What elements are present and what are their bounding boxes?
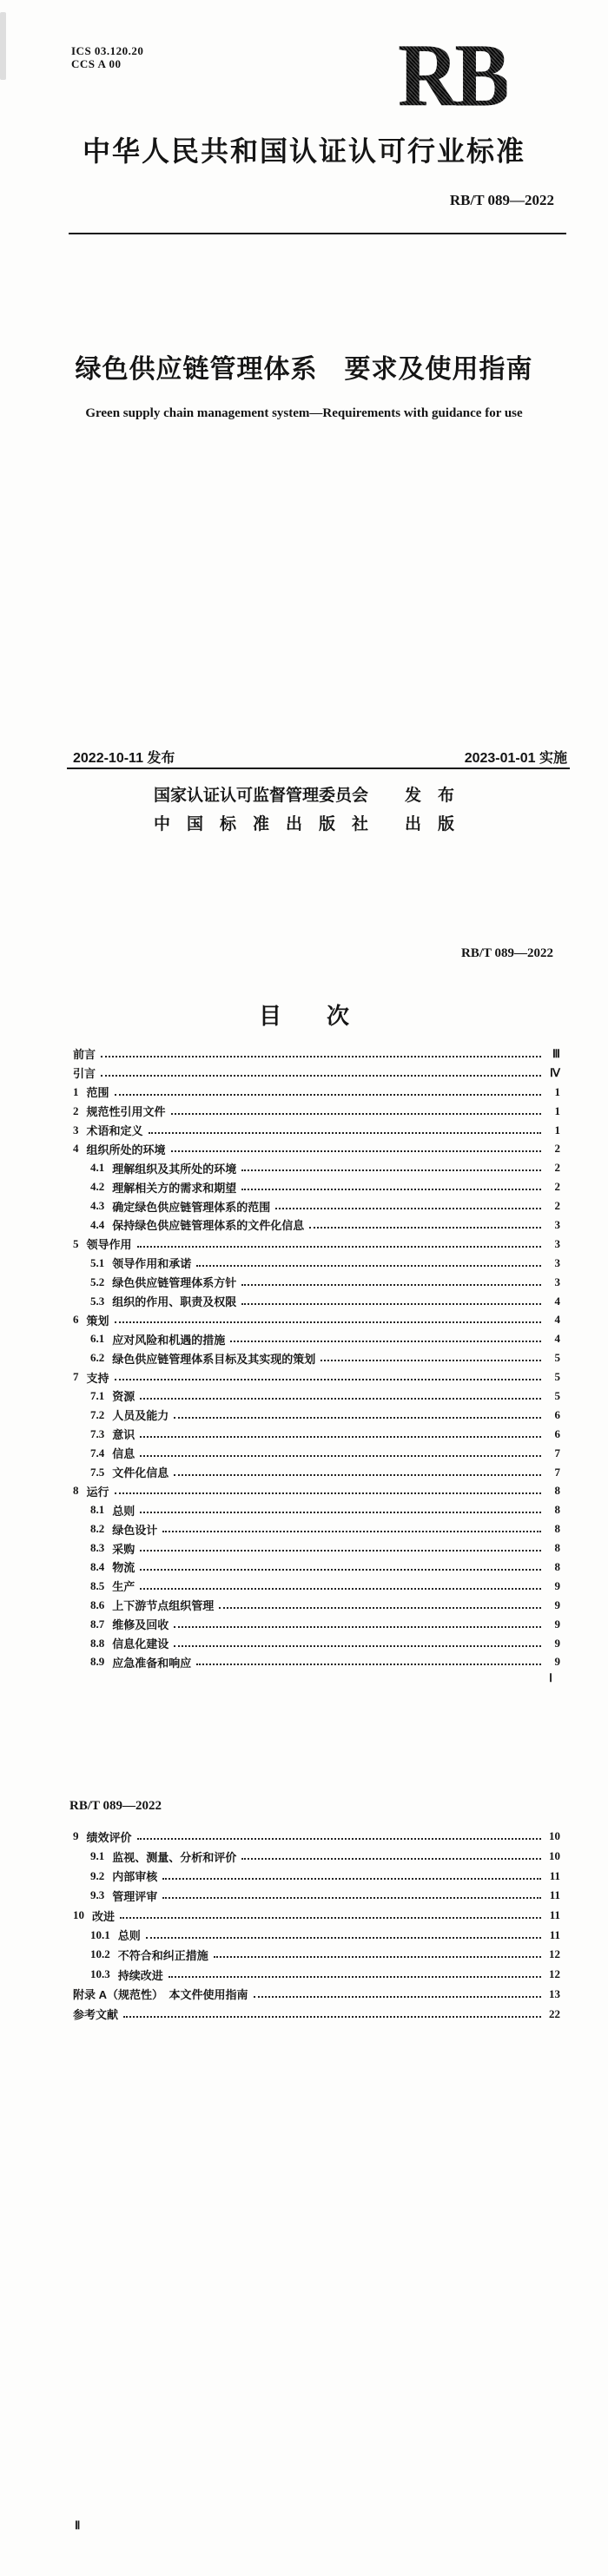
toc-leader-dots [101, 1056, 541, 1057]
toc-entry [73, 1044, 560, 1064]
toc-entry-title: 绩效评价 [86, 1830, 132, 1844]
toc-entry [73, 1965, 560, 1985]
toc-leader-dots [140, 1398, 541, 1400]
toc-entry [73, 1886, 560, 1906]
toc-entry-number: 9 [73, 1829, 79, 1843]
toc-entry [73, 1273, 560, 1292]
toc-leader-dots [101, 1075, 541, 1077]
toc-leader-dots [321, 1360, 541, 1361]
toc-entry-title: 总则 [117, 1929, 141, 1943]
running-header-standard-number: RB/T 089—2022 [69, 1799, 162, 1813]
ccs-code: CCS A 00 [71, 57, 122, 70]
toc-leader-dots [171, 1113, 541, 1115]
toc-entry [73, 1367, 560, 1387]
toc-leader-dots [241, 1169, 541, 1171]
publisher-line [0, 811, 608, 834]
toc-entry-title: 总则 [112, 1504, 135, 1518]
toc-entry-page: 13 [549, 1986, 560, 2000]
toc-leader-dots [140, 1436, 541, 1438]
toc-leader-dots [214, 1956, 541, 1958]
toc-entry-title: 前言 [73, 1048, 96, 1062]
toc-leader-dots [171, 1150, 541, 1152]
toc-entry-page: 10 [549, 1829, 560, 1843]
toc-entry-page: 4 [554, 1294, 560, 1308]
toc-entry-title: 生产 [112, 1580, 135, 1594]
toc-entry-page: Ⅲ [552, 1046, 560, 1060]
toc-entry [73, 1866, 560, 1886]
toc-entry [73, 1463, 560, 1482]
toc-entry-number: 8.4 [90, 1559, 105, 1573]
issuer-line [0, 782, 608, 806]
toc-entry-number: 5.1 [90, 1255, 105, 1269]
toc-entry-page: 12 [549, 1967, 560, 1981]
toc-leader-dots [196, 1265, 541, 1267]
toc-entry-page: 3 [554, 1236, 560, 1250]
toc-leader-dots [309, 1227, 541, 1229]
toc-entry-title: 内部审核 [112, 1870, 158, 1884]
toc-entry-page: 3 [554, 1275, 560, 1288]
toc-entry-number: 8.3 [90, 1541, 105, 1555]
toc-entry-page: 1 [554, 1104, 560, 1117]
toc-entry-number: 8.5 [90, 1578, 105, 1592]
toc-entry-page: 8 [554, 1484, 560, 1498]
page-number-roman: Ⅰ [549, 1671, 552, 1684]
toc-entry-number: 8.8 [90, 1636, 105, 1650]
toc-leader-dots [115, 1379, 541, 1380]
toc-entry-page: 11 [549, 1888, 560, 1902]
toc-leader-dots [162, 1897, 541, 1899]
toc-entry-number: 9.1 [90, 1849, 105, 1863]
toc-entry-number: 8.9 [90, 1655, 105, 1669]
toc-entry-page: 8 [554, 1503, 560, 1517]
toc-leader-dots [174, 1626, 541, 1628]
issuer-name: 国家认证认可监督管理委员会 [153, 787, 368, 805]
toc-entry-number: 4.4 [90, 1217, 105, 1231]
document-title-cn: 绿色供应链管理体系 要求及使用指南 [75, 355, 533, 384]
toc-leader-dots [219, 1607, 541, 1609]
toc-entry-number: 7 [73, 1370, 79, 1384]
toc-entry-number: 10.3 [90, 1967, 110, 1981]
toc-entry [73, 1847, 560, 1867]
toc-entry [73, 1158, 560, 1177]
toc-entry-page: 9 [554, 1578, 560, 1592]
toc-entry [73, 1538, 560, 1558]
toc-entry [73, 1310, 560, 1329]
toc-entry-number: 7.5 [90, 1465, 105, 1479]
toc-entry-title: 监视、测量、分析和评价 [112, 1850, 237, 1864]
toc-entry-number: 9.2 [90, 1868, 105, 1882]
toc-entry [73, 1121, 560, 1140]
toc-entry-title: 领导作用 [86, 1238, 132, 1252]
toc-entry-page: 12 [549, 1947, 560, 1961]
toc-entry [73, 1348, 560, 1367]
toc-leader-dots [146, 1937, 541, 1939]
toc-entry-title: 资源 [112, 1390, 135, 1404]
toc-entry-title: 管理评审 [112, 1889, 158, 1903]
toc-entry-page: 11 [549, 1908, 560, 1922]
toc-entry-title: 文件化信息 [112, 1466, 169, 1480]
toc-leader-dots [115, 1492, 541, 1494]
toc-entry-title: 信息 [112, 1447, 135, 1461]
toc-leader-dots [140, 1550, 541, 1552]
toc-entry-page: 2 [554, 1142, 560, 1156]
toc-leader-dots [137, 1838, 541, 1840]
toc-entry-number: 4.3 [90, 1199, 105, 1213]
toc-leader-dots [230, 1341, 541, 1342]
toc-list-page2 [73, 1827, 560, 2024]
toc-leader-dots [162, 1878, 541, 1880]
toc-entry-number: 5.3 [90, 1294, 105, 1308]
toc-entry-title: 绿色设计 [112, 1523, 158, 1537]
toc-entry [73, 1985, 560, 2005]
toc-entry-title: 意识 [112, 1428, 135, 1442]
toc-entry-page: 7 [554, 1465, 560, 1479]
toc-entry-number: 6 [73, 1313, 79, 1327]
toc-entry-number: 8.1 [90, 1503, 105, 1517]
toc-entry-page: 5 [554, 1351, 560, 1365]
issue-implementation-dates [73, 747, 567, 767]
toc-entry-number: 3 [73, 1123, 79, 1136]
toc-entry-page: 2 [554, 1161, 560, 1175]
toc-entry-title: 运行 [86, 1485, 109, 1499]
toc-entry-number: 10.2 [90, 1947, 110, 1961]
standard-number: RB/T 089—2022 [449, 192, 554, 208]
toc-leader-dots [149, 1132, 541, 1134]
toc-entry-number: 4.2 [90, 1180, 105, 1194]
toc-entry [73, 1083, 560, 1102]
toc-leader-dots [174, 1474, 541, 1476]
toc-entry [73, 1139, 560, 1158]
toc-entry [73, 1558, 560, 1577]
toc-leader-dots [241, 1189, 541, 1190]
toc-leader-dots [140, 1569, 541, 1571]
toc-leader-dots [174, 1417, 541, 1419]
toc-entry [73, 1254, 560, 1273]
toc-entry-page: 8 [554, 1559, 560, 1573]
toc-entry-title: 不符合和纠正措施 [117, 1948, 208, 1962]
toc-leader-dots [140, 1588, 541, 1590]
toc-entry [73, 1216, 560, 1235]
toc-entry-page: 8 [554, 1541, 560, 1555]
issue-date: 2022-10-11 发布 [73, 751, 175, 766]
toc-entry-title: 上下游节点组织管理 [112, 1599, 215, 1613]
toc-entry-title: 组织的作用、职责及权限 [112, 1295, 237, 1309]
toc-entry-title: 信息化建设 [112, 1637, 169, 1651]
toc-entry-page: 2 [554, 1199, 560, 1213]
toc-entry [73, 1481, 560, 1500]
toc-entry-title: 保持绿色供应链管理体系的文件化信息 [112, 1219, 305, 1233]
toc-leader-dots [241, 1284, 541, 1286]
toc-entry-title: 物流 [112, 1561, 135, 1575]
publisher-action: 出 版 [405, 815, 455, 833]
toc-leader-dots [123, 2016, 541, 2018]
toc-entry [73, 1906, 560, 1926]
toc-entry-title: 人员及能力 [112, 1409, 169, 1423]
toc-leader-dots [137, 1246, 541, 1248]
toc-leader-dots [241, 1858, 541, 1860]
toc-entry-page: 5 [554, 1388, 560, 1402]
toc-entry-title: 策划 [86, 1314, 109, 1328]
toc-entry-number: 4 [73, 1142, 79, 1156]
toc-entry-number: 10.1 [90, 1927, 110, 1941]
toc-entry [73, 1519, 560, 1538]
toc-entry-title: 采购 [112, 1542, 135, 1556]
toc-leader-dots [162, 1531, 541, 1532]
toc-entry [73, 1425, 560, 1444]
toc-entry-title: 范围 [86, 1086, 109, 1100]
toc-entry-page: 1 [554, 1084, 560, 1098]
toc-entry-number: 7.2 [90, 1407, 105, 1421]
cover-top-rule [69, 233, 566, 234]
toc-entry-page: 3 [554, 1217, 560, 1231]
toc-entry-number: 8.6 [90, 1598, 105, 1611]
toc-entry [73, 1064, 560, 1083]
toc-entry-title: 持续改进 [117, 1968, 163, 1982]
toc-leader-dots [115, 1094, 541, 1096]
toc-entry-page: 11 [549, 1868, 560, 1882]
toc-entry [73, 1945, 560, 1965]
toc-entry-title: 附录 A（规范性） 本文件使用指南 [73, 1988, 248, 2002]
scan-edge-artifact [0, 12, 6, 80]
toc-entry-page: 3 [554, 1255, 560, 1269]
toc-entry-page: 9 [554, 1598, 560, 1611]
toc-leader-dots [241, 1303, 541, 1305]
running-header-standard-number: RB/T 089—2022 [461, 946, 553, 960]
toc-entry-number: 7.3 [90, 1426, 105, 1440]
rb-logo: RB [398, 25, 507, 127]
toc-entry-page: 4 [554, 1332, 560, 1346]
toc-entry-title: 维修及回收 [112, 1618, 169, 1632]
toc-entry [73, 1577, 560, 1596]
toc-entry-number: 1 [73, 1084, 79, 1098]
toc-entry-number: 10 [73, 1908, 84, 1922]
toc-entry-number: 6.1 [90, 1332, 105, 1346]
toc-leader-dots [169, 1976, 541, 1978]
toc-entry-page: 9 [554, 1636, 560, 1650]
toc-entry-number: 2 [73, 1104, 79, 1117]
toc-entry-title: 确定绿色供应链管理体系的范围 [112, 1200, 271, 1214]
toc-leader-dots [140, 1455, 541, 1457]
toc-entry-title: 规范性引用文件 [86, 1105, 166, 1119]
toc-entry-page: 6 [554, 1407, 560, 1421]
toc-entry-title: 术语和定义 [86, 1124, 143, 1137]
page-number-roman: Ⅱ [75, 2519, 81, 2532]
toc-entry-number: 5 [73, 1236, 79, 1250]
toc-entry-number: 4.1 [90, 1161, 105, 1175]
toc-entry-page: Ⅳ [550, 1065, 560, 1079]
toc-leader-dots [120, 1917, 541, 1919]
toc-entry-page: 1 [554, 1123, 560, 1136]
toc-entry-number: 5.2 [90, 1275, 105, 1288]
toc-entry [73, 1235, 560, 1254]
toc-entry [73, 1406, 560, 1425]
toc-entry [73, 1102, 560, 1121]
toc-entry-number: 6.2 [90, 1351, 105, 1365]
toc-entry-title: 引言 [73, 1067, 96, 1081]
publisher-name: 中 国 标 准 出 版 社 [153, 815, 368, 833]
toc-entry-page: 4 [554, 1313, 560, 1327]
toc-entry-page: 8 [554, 1522, 560, 1536]
toc-list-page1 [73, 1044, 560, 1671]
toc-leader-dots [196, 1664, 541, 1665]
toc-entry [73, 1196, 560, 1216]
toc-entry-title: 理解相关方的需求和期望 [112, 1181, 237, 1195]
toc-heading: 目 次 [258, 1003, 349, 1029]
toc-entry-number: 9.3 [90, 1888, 105, 1902]
toc-entry-title: 组织所处的环境 [86, 1143, 166, 1156]
toc-entry-title: 应急准备和响应 [112, 1656, 192, 1670]
toc-entry [73, 1444, 560, 1463]
toc-entry [73, 1653, 560, 1672]
implementation-date: 2023-01-01 实施 [464, 751, 567, 766]
toc-entry-title: 改进 [92, 1909, 116, 1923]
toc-entry [73, 1387, 560, 1406]
toc-entry-page: 9 [554, 1655, 560, 1669]
toc-leader-dots [115, 1321, 541, 1323]
toc-entry [73, 1596, 560, 1615]
toc-entry-title: 绿色供应链管理体系方针 [112, 1276, 237, 1290]
toc-entry [73, 1329, 560, 1348]
toc-entry-page: 22 [549, 2006, 560, 2020]
standard-type-heading: 中华人民共和国认证认可行业标准 [82, 135, 525, 167]
toc-entry-number: 8 [73, 1484, 79, 1498]
toc-entry-title: 参考文献 [73, 2008, 119, 2022]
toc-entry-title: 支持 [86, 1371, 109, 1385]
toc-entry [73, 1177, 560, 1196]
toc-leader-dots [174, 1645, 541, 1647]
toc-entry-title: 领导作用和承诺 [112, 1257, 192, 1271]
toc-entry-title: 理解组织及其所处的环境 [112, 1162, 237, 1176]
toc-entry-page: 7 [554, 1446, 560, 1459]
toc-leader-dots [275, 1208, 541, 1209]
issuer-action: 发 布 [405, 787, 455, 805]
toc-entry-page: 11 [549, 1927, 560, 1941]
toc-entry [73, 1925, 560, 1945]
ics-code: ICS 03.120.20 [71, 44, 144, 57]
toc-entry-page: 10 [549, 1849, 560, 1863]
toc-entry [73, 1827, 560, 1847]
toc-entry-title: 绿色供应链管理体系目标及其实现的策划 [112, 1352, 316, 1366]
toc-leader-dots [140, 1512, 541, 1513]
toc-entry-title: 应对风险和机遇的措施 [112, 1333, 226, 1347]
toc-entry-number: 7.4 [90, 1446, 105, 1459]
toc-entry [73, 1634, 560, 1653]
toc-entry [73, 1500, 560, 1519]
toc-entry [73, 2004, 560, 2024]
toc-entry-page: 9 [554, 1617, 560, 1631]
toc-entry-number: 8.7 [90, 1617, 105, 1631]
ics-ccs-codes [71, 44, 143, 70]
toc-entry-page: 6 [554, 1426, 560, 1440]
document-title-en: Green supply chain management system—Requirements with guidance for use [85, 406, 523, 420]
toc-entry-number: 8.2 [90, 1522, 105, 1536]
cover-bottom-rule [67, 768, 570, 769]
toc-leader-dots [254, 1996, 541, 1998]
toc-entry-page: 5 [554, 1370, 560, 1384]
toc-entry [73, 1615, 560, 1634]
toc-entry-number: 7.1 [90, 1388, 105, 1402]
toc-entry-page: 2 [554, 1180, 560, 1194]
toc-entry [73, 1292, 560, 1311]
